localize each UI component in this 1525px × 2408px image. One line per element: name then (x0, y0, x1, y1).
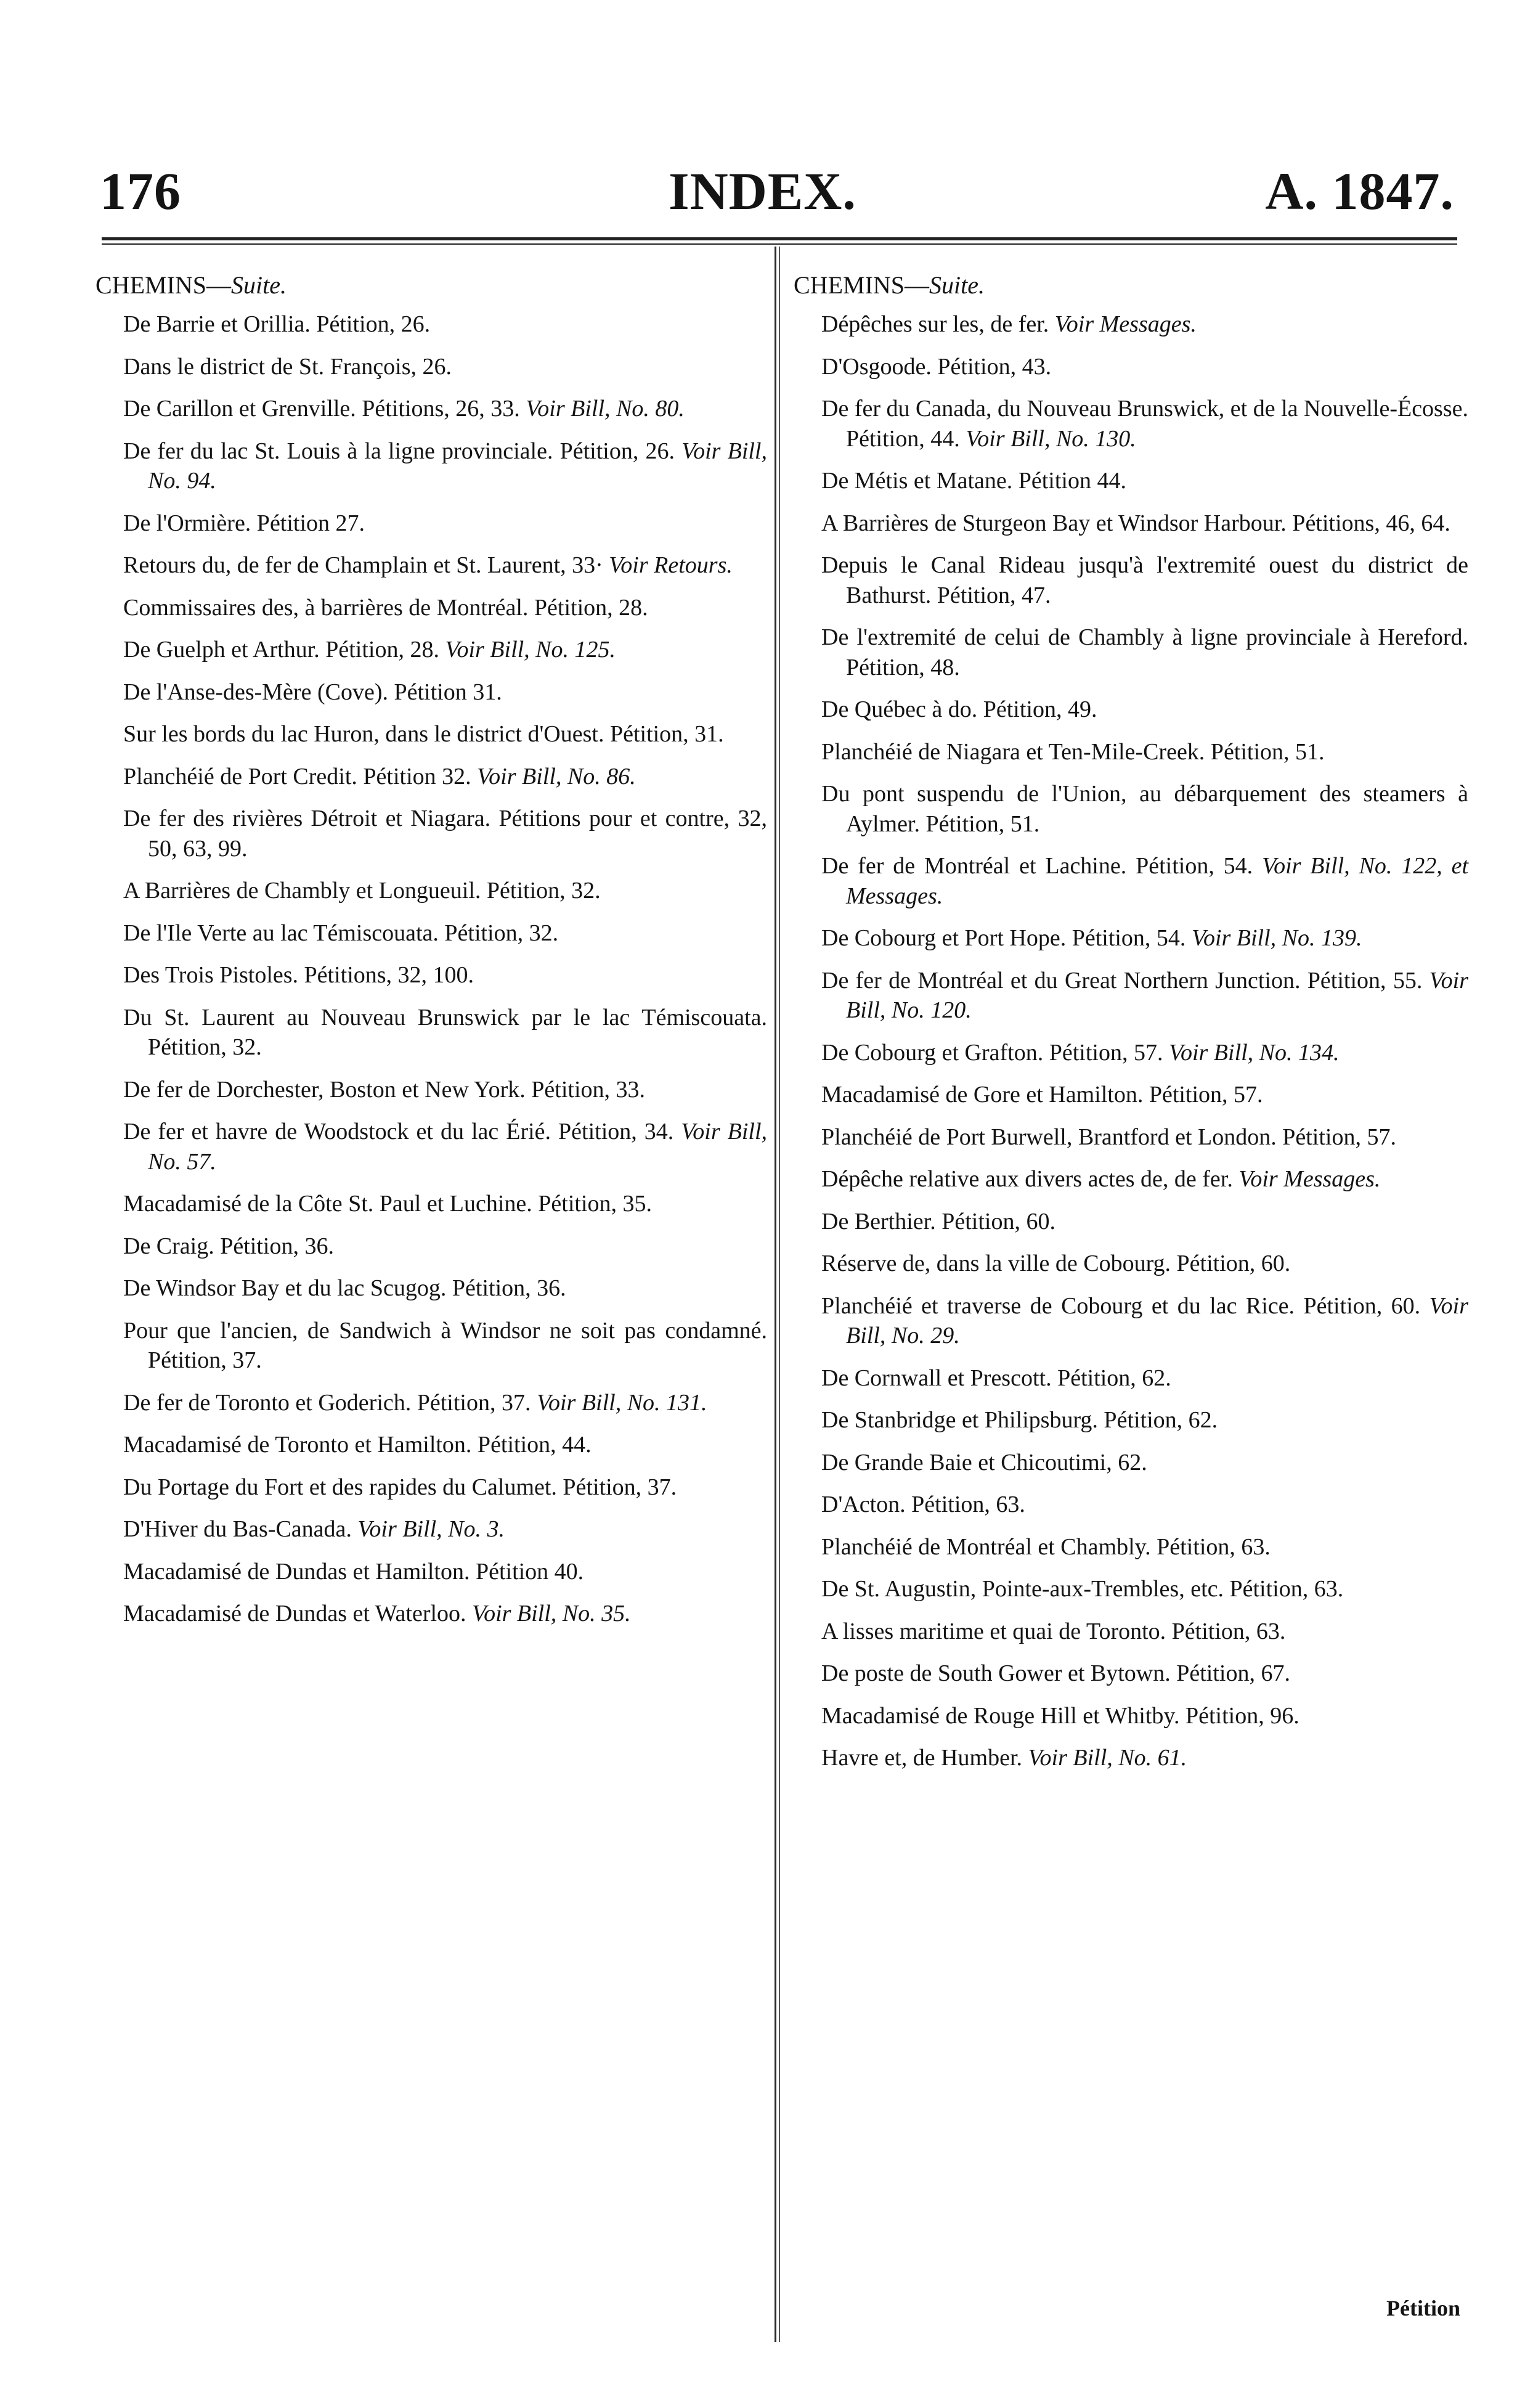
entry-text: Depuis le Canal Rideau jusqu'à l'extremité ouest du district de Bathurst. Pétition, 47. (821, 552, 1468, 608)
index-entry (96, 677, 767, 708)
index-entry (96, 394, 767, 424)
entry-text: De poste de South Gower et Bytown. Pétition, 67. (821, 1660, 1290, 1686)
index-entry (794, 1164, 1468, 1194)
entry-text: De Craig. Pétition, 36. (123, 1233, 334, 1259)
index-entry (96, 1514, 767, 1545)
index-entry (794, 622, 1468, 682)
entry-text: Du St. Laurent au Nouveau Brunswick par le lac Témiscouata. Pétition, 32. (123, 1004, 767, 1060)
entry-text: De fer du Canada, du Nouveau Brunswick, et de la Nouvelle-Écosse. Pétition, 44. (821, 396, 1468, 452)
header-rule-thick (102, 237, 1457, 240)
index-entry (794, 1291, 1468, 1351)
entry-reference: Voir Bill, No. 80. (526, 396, 685, 422)
entry-text: De Guelph et Arthur. Pétition, 28. (123, 637, 439, 663)
entry-text: Du pont suspendu de l'Union, au débarquement des steamers à Aylmer. Pétition, 51. (821, 781, 1468, 837)
entry-text: De l'Ile Verte au lac Témiscouata. Pétition, 32. (123, 920, 559, 946)
entry-text: De fer de Montréal et du Great Northern Junction. Pétition, 55. (821, 967, 1423, 994)
entry-reference: Voir Bill, No. 131. (536, 1389, 707, 1416)
entry-reference: Voir Bill, No. 130. (966, 425, 1136, 452)
entry-text: Planchéié de Niagara et Ten-Mile-Creek. Pétition, 51. (821, 738, 1325, 765)
catchword: Pétition (1386, 2296, 1460, 2320)
entry-text: Macadamisé de Dundas et Waterloo. (123, 1601, 466, 1626)
index-entry (794, 1405, 1468, 1435)
index-entry (96, 1599, 767, 1629)
entry-text: D'Acton. Pétition, 63. (821, 1492, 1025, 1517)
index-entry (96, 960, 767, 990)
index-entry (794, 1249, 1468, 1279)
entry-reference: Voir Bill, No. 61. (1028, 1745, 1187, 1771)
index-entry-list (794, 309, 1468, 1773)
index-entry (96, 876, 767, 906)
index-entry (96, 762, 767, 792)
entry-text: Macadamisé de Toronto et Hamilton. Pétition, 44. (123, 1432, 592, 1458)
index-entry (96, 550, 767, 581)
entry-text: De Berthier. Pétition, 60. (821, 1208, 1055, 1235)
entry-reference: Voir Bill, No. 122, et Messages. (846, 853, 1469, 909)
entry-reference: Voir Messages. (1238, 1166, 1381, 1192)
index-entry (794, 1701, 1468, 1731)
index-entry (794, 851, 1468, 911)
index-entry (96, 1557, 767, 1587)
entry-text: Planchéié et traverse de Cobourg et du lac Rice. Pétition, 60. (821, 1292, 1421, 1319)
entry-text: De fer et havre de Woodstock et du lac Érié. Pétition, 34. (123, 1119, 674, 1145)
entry-text: Retours du, de fer de Champlain et St. Laurent, 33· (123, 552, 603, 578)
index-entry (96, 1117, 767, 1177)
entry-text: De Carillon et Grenville. Pétitions, 26, 33. (123, 396, 520, 422)
index-entry (96, 1388, 767, 1418)
entry-text: De fer de Toronto et Goderich. Pétition, 37. (123, 1389, 531, 1416)
entry-text: De fer du lac St. Louis à la ligne provinciale. Pétition, 26. (123, 438, 675, 464)
entry-text: De fer des rivières Détroit et Niagara. Pétitions pour et contre, 32, 50, 63, 99. (123, 806, 767, 862)
entry-text: Sur les bords du lac Huron, dans le district d'Ouest. Pétition, 31. (123, 721, 724, 747)
index-entry (794, 466, 1468, 496)
entry-reference: Voir Messages. (1054, 311, 1197, 337)
entry-reference: Voir Bill, No. 125. (445, 637, 616, 663)
index-entry (794, 309, 1468, 340)
entry-reference: Voir Bill, No. 139. (1191, 925, 1362, 951)
entry-text: Planchéié de Montréal et Chambly. Pétition, 63. (821, 1533, 1271, 1560)
entry-text: Macadamisé de Dundas et Hamilton. Pétition 40. (123, 1558, 584, 1585)
column-heading-suite: Suite. (231, 271, 287, 299)
index-entry (794, 1659, 1468, 1689)
index-entry (794, 779, 1468, 839)
left-column (96, 270, 767, 1641)
entry-reference: Voir Bill, No. 86. (477, 763, 636, 790)
index-entry (794, 1080, 1468, 1110)
entry-text: Macadamisé de la Côte St. Paul et Luchine. Pétition, 35. (123, 1191, 652, 1217)
entry-text: Planchéié de Port Credit. Pétition 32. (123, 763, 471, 790)
index-entry (794, 1038, 1468, 1068)
entry-text: Dans le district de St. François, 26. (123, 353, 452, 380)
entry-text: Réserve de, dans la ville de Cobourg. Pétition, 60. (821, 1251, 1291, 1276)
entry-text: De fer de Dorchester, Boston et New York. Pétition, 33. (123, 1076, 646, 1103)
index-entry (96, 1472, 767, 1503)
entry-reference: Voir Retours. (609, 552, 733, 578)
entry-text: De Grande Baie et Chicoutimi, 62. (821, 1449, 1147, 1475)
entry-reference: Voir Bill, No. 134. (1168, 1039, 1340, 1066)
entry-text: D'Hiver du Bas-Canada. (123, 1516, 352, 1542)
column-heading-label: CHEMINS— (96, 271, 232, 299)
index-entry (794, 1743, 1468, 1773)
index-entry (794, 1122, 1468, 1153)
index-entry (794, 1448, 1468, 1478)
page-number: 176 (100, 161, 181, 221)
entry-text: De Québec à do. Pétition, 49. (821, 696, 1097, 722)
index-entry (96, 1075, 767, 1105)
index-entry (96, 918, 767, 949)
entry-text: De Cobourg et Grafton. Pétition, 57. (821, 1039, 1163, 1066)
index-entry (96, 1430, 767, 1460)
right-column (794, 270, 1468, 1786)
entry-text: De Cornwall et Prescott. Pétition, 62. (821, 1365, 1171, 1391)
index-entry (96, 508, 767, 539)
entry-text: D'Osgoode. Pétition, 43. (821, 353, 1052, 380)
index-entry (794, 1617, 1468, 1647)
index-entry (96, 593, 767, 623)
index-entry (794, 1490, 1468, 1520)
entry-reference: Voir Bill, No. 35. (472, 1601, 631, 1626)
index-entry (794, 394, 1468, 454)
page-year: A. 1847. (1265, 161, 1454, 221)
page-title: INDEX. (669, 161, 856, 221)
entry-text: Havre et, de Humber. (821, 1745, 1023, 1771)
entry-text: Pour que l'ancien, de Sandwich à Windsor ne soit pas condamné. Pétition, 37. (123, 1317, 767, 1373)
index-entry (794, 695, 1468, 725)
entry-text: De l'extremité de celui de Chambly à ligne provinciale à Hereford. Pétition, 48. (821, 624, 1468, 680)
index-entry (96, 804, 767, 863)
entry-text: A Barrières de Sturgeon Bay et Windsor Harbour. Pétitions, 46, 64. (821, 510, 1450, 536)
column-heading-label: CHEMINS— (794, 271, 930, 299)
entry-text: Macadamisé de Gore et Hamilton. Pétition, 57. (821, 1082, 1263, 1108)
entry-text: Planchéié de Port Burwell, Brantford et London. Pétition, 57. (821, 1124, 1396, 1150)
entry-text: Du Portage du Fort et des rapides du Calumet. Pétition, 37. (123, 1474, 677, 1500)
entry-text: De Stanbridge et Philipsburg. Pétition, 62. (821, 1407, 1218, 1433)
index-entry (96, 1003, 767, 1063)
entry-text: De Windsor Bay et du lac Scugog. Pétition, 36. (123, 1275, 566, 1301)
entry-text: Dépêches sur les, de fer. (821, 311, 1049, 337)
entry-text: De St. Augustin, Pointe-aux-Trembles, etc. Pétition, 63. (821, 1576, 1344, 1602)
index-entry (96, 1273, 767, 1304)
entry-reference: Voir Bill, No. 29. (846, 1292, 1468, 1349)
column-divider (775, 247, 776, 2342)
entry-reference: Voir Bill, No. 120. (846, 967, 1469, 1023)
index-entry (96, 1231, 767, 1262)
entry-text: De Métis et Matane. Pétition 44. (821, 468, 1126, 494)
index-entry (794, 508, 1468, 539)
column-divider-inner (779, 247, 780, 2342)
index-entry (794, 1363, 1468, 1394)
index-entry (96, 635, 767, 665)
index-entry (96, 436, 767, 496)
entry-reference: Voir Bill, No. 57. (148, 1119, 768, 1175)
entry-reference: Voir Bill, No. 3. (357, 1516, 505, 1542)
column-heading (794, 270, 1468, 301)
entry-text: De l'Ormière. Pétition 27. (123, 510, 365, 536)
index-entry (96, 309, 767, 340)
index-entry-list (96, 309, 767, 1629)
index-entry (794, 1207, 1468, 1237)
index-entry (96, 1316, 767, 1376)
column-heading-suite: Suite. (929, 271, 985, 299)
index-entry (794, 966, 1468, 1026)
index-entry (794, 1532, 1468, 1562)
entry-reference: Voir Bill, No. 94. (148, 438, 767, 494)
index-entry (96, 352, 767, 382)
entry-text: Dépêche relative aux divers actes de, de fer. (821, 1166, 1233, 1192)
header-rule-thin (102, 243, 1457, 245)
column-heading (96, 270, 767, 301)
index-entry (794, 923, 1468, 953)
entry-text: De Cobourg et Port Hope. Pétition, 54. (821, 925, 1186, 951)
index-entry (794, 737, 1468, 767)
entry-text: Macadamisé de Rouge Hill et Whitby. Pétition, 96. (821, 1702, 1299, 1729)
index-entry (794, 352, 1468, 382)
entry-text: De l'Anse-des-Mère (Cove). Pétition 31. (123, 679, 502, 705)
index-entry (794, 550, 1468, 610)
entry-text: De fer de Montréal et Lachine. Pétition, 54. (821, 853, 1253, 879)
entry-text: A lisses maritime et quai de Toronto. Pétition, 63. (821, 1618, 1286, 1644)
index-entry (794, 1574, 1468, 1604)
entry-text: Des Trois Pistoles. Pétitions, 32, 100. (123, 962, 474, 988)
entry-text: Commissaires des, à barrières de Montréal. Pétition, 28. (123, 594, 648, 621)
index-entry (96, 719, 767, 749)
entry-text: De Barrie et Orillia. Pétition, 26. (123, 311, 431, 337)
entry-text: A Barrières de Chambly et Longueuil. Pétition, 32. (123, 878, 601, 904)
index-entry (96, 1189, 767, 1219)
page-header (0, 157, 1525, 225)
